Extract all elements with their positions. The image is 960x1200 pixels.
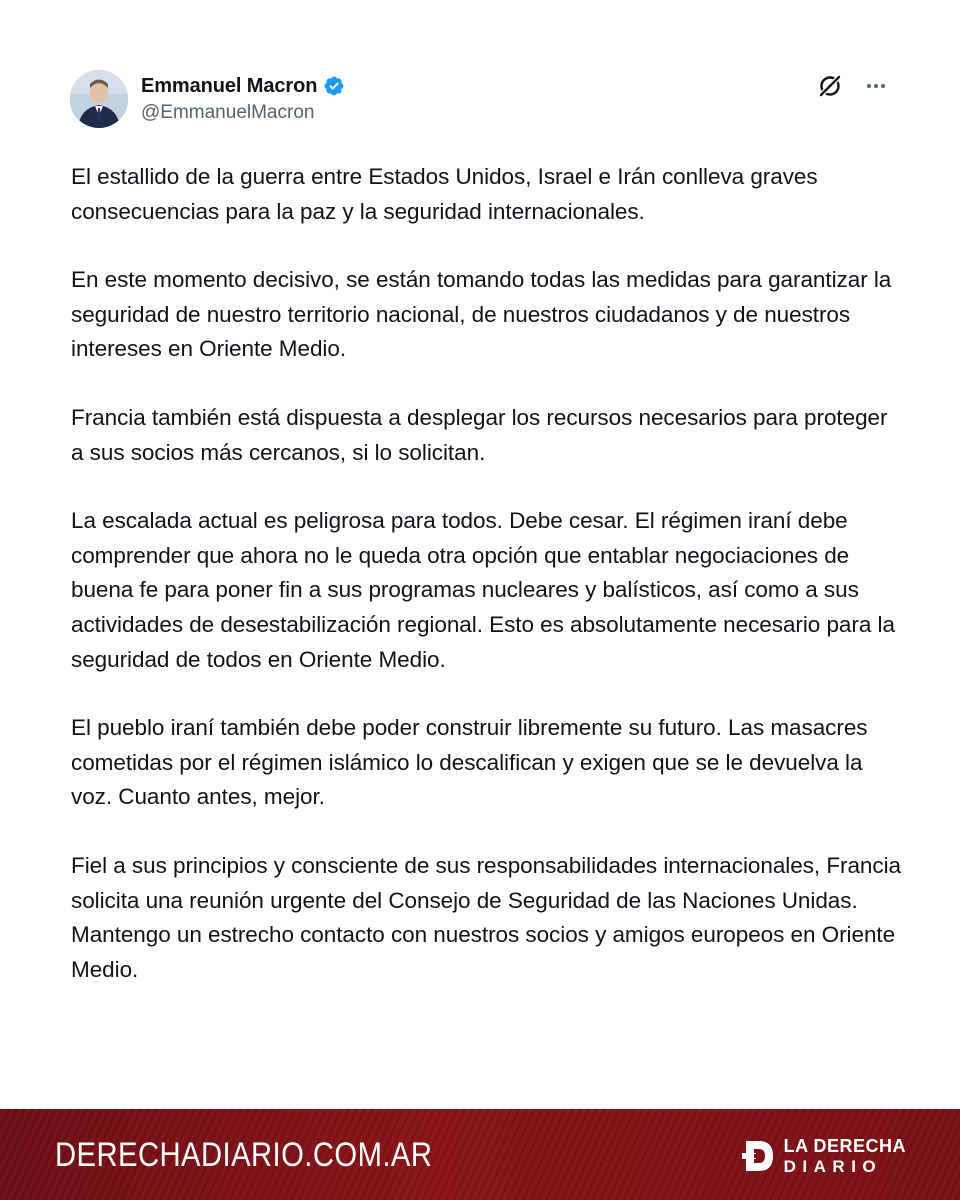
- tweet-paragraph: El pueblo iraní también debe poder construir libremente su futuro. Las masacres cometidas por el régimen islámico lo descalifican y exigen que se le devuelva la voz. Cuanto antes, mejor.: [71, 715, 868, 810]
- tweet-paragraph: En este momento decisivo, se están tomando todas las medidas para garantizar la seguridad de nuestro territorio nacional, de nuestros ciudadanos y de nuestros intereses en Oriente Medio.: [71, 267, 892, 362]
- brand-line-1: LA DERECHA: [783, 1136, 906, 1156]
- brand-line-2: DIARIO: [783, 1157, 883, 1176]
- tweet-text: [71, 160, 901, 1021]
- more-options-icon[interactable]: [862, 72, 890, 100]
- site-url: DERECHADIARIO.COM.AR: [55, 1136, 433, 1174]
- footer-banner: [0, 1109, 960, 1200]
- brand-wordmark: [784, 1137, 906, 1175]
- header-actions: [816, 72, 890, 100]
- brand-d-icon: [742, 1137, 776, 1175]
- author-handle[interactable]: @EmmanuelMacron: [141, 102, 315, 123]
- verified-badge-icon: [323, 75, 345, 97]
- avatar[interactable]: [70, 70, 128, 128]
- display-name[interactable]: Emmanuel Macron: [141, 74, 318, 97]
- tweet-paragraph: La escalada actual es peligrosa para todos. Debe cesar. El régimen iraní debe comprender que ahora no le queda otra opción que entablar negociaciones de buena fe para poner fin a sus programas nucleares y balísticos, así como a sus actividades de desestabilización regional. Esto es absolutamente necesario para la seguridad de todos en Oriente Medio.: [71, 508, 895, 672]
- avatar-portrait: [70, 70, 128, 128]
- tweet-paragraph: Francia también está dispuesta a desplegar los recursos necesarios para proteger a sus socios más cercanos, si lo solicitan.: [71, 404, 888, 465]
- brand-logo: [742, 1137, 906, 1175]
- grok-icon[interactable]: [816, 72, 844, 100]
- author-info: [141, 72, 345, 124]
- tweet-paragraph: Fiel a sus principios y consciente de sus responsabilidades internacionales, Francia solicita una reunión urgente del Consejo de Seguridad de las Naciones Unidas. Mantengo un estrecho contacto con nuestros socios y amigos europeos en Oriente Medio.: [71, 852, 901, 982]
- display-name-row: [141, 72, 345, 100]
- tweet-header: [70, 70, 890, 130]
- tweet-paragraph: El estallido de la guerra entre Estados Unidos, Israel e Irán conlleva graves consecuencias para la paz y la seguridad internacionales.: [71, 164, 818, 224]
